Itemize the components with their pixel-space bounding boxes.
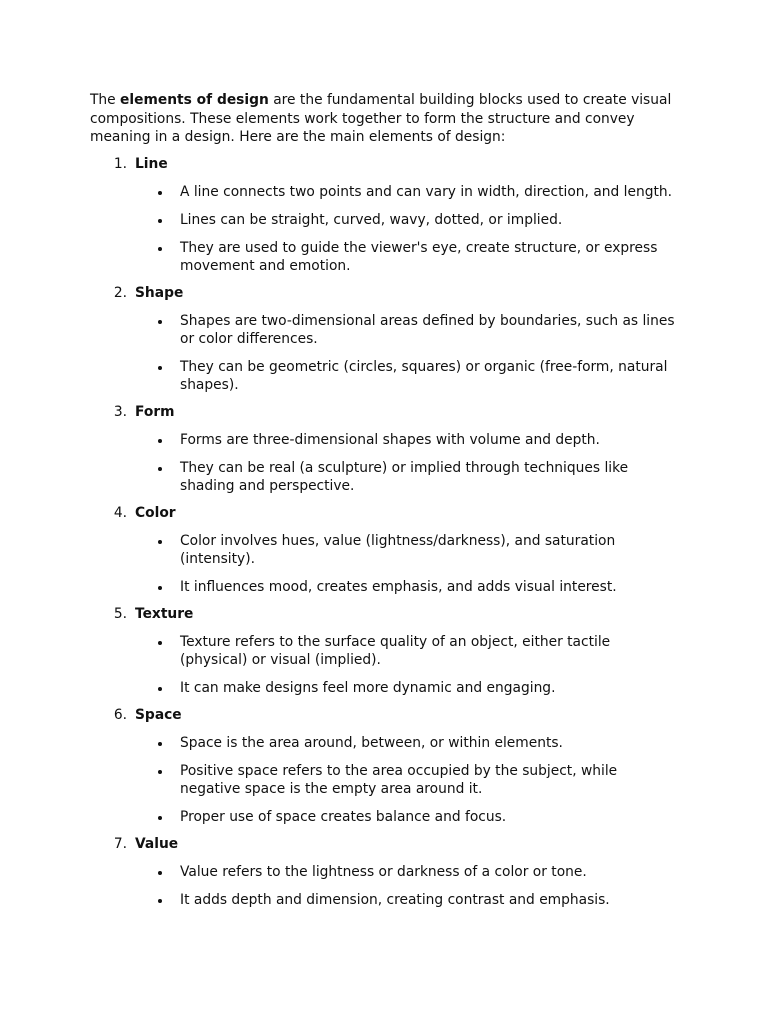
bullet-dot-icon xyxy=(90,358,180,376)
bullet-text: Texture refers to the surface quality of an object, either tactile (physical) or visual (implied). xyxy=(180,633,611,668)
element-number: 6. xyxy=(113,706,127,723)
bullet-dot-icon xyxy=(90,312,180,330)
bullet-list xyxy=(90,863,690,909)
bullet-item xyxy=(90,211,690,229)
intro-bold-term: elements of design xyxy=(120,92,269,108)
elements-list xyxy=(90,155,690,909)
bullet-dot-icon xyxy=(90,239,180,257)
bullet-dot-icon xyxy=(90,459,180,477)
bullet-item xyxy=(90,578,690,596)
bullet-text: It can make designs feel more dynamic and engaging. xyxy=(180,679,556,696)
element-item xyxy=(90,835,690,909)
bullet-list xyxy=(90,183,690,275)
bullet-dot-icon xyxy=(90,734,180,752)
bullet-list xyxy=(90,633,690,697)
element-item xyxy=(90,284,690,394)
bullet-text: It influences mood, creates emphasis, and adds visual interest. xyxy=(180,578,617,595)
bullet-list xyxy=(90,532,690,596)
bullet-dot-icon xyxy=(90,633,180,651)
element-number: 3. xyxy=(113,403,127,420)
bullet-dot-icon xyxy=(90,183,180,201)
bullet-dot-icon xyxy=(90,532,180,550)
element-number: 1. xyxy=(113,155,127,172)
bullet-dot-icon xyxy=(90,578,180,596)
bullet-text: Color involves hues, value (lightness/darkness), and saturation (intensity). xyxy=(180,532,616,567)
bullet-item xyxy=(90,633,690,669)
element-heading xyxy=(90,284,690,303)
bullet-text: Shapes are two-dimensional areas defined by boundaries, such as lines or color differences. xyxy=(180,312,675,347)
bullet-list xyxy=(90,431,690,495)
bullet-dot-icon xyxy=(90,808,180,826)
element-item xyxy=(90,605,690,697)
bullet-text: Space is the area around, between, or within elements. xyxy=(180,734,563,751)
bullet-dot-icon xyxy=(90,431,180,449)
element-number: 5. xyxy=(113,605,127,622)
bullet-item xyxy=(90,762,690,798)
document-page xyxy=(90,91,690,918)
bullet-list xyxy=(90,734,690,826)
element-heading xyxy=(90,605,690,624)
bullet-item xyxy=(90,891,690,909)
element-heading xyxy=(90,403,690,422)
bullet-text: They can be geometric (circles, squares) or organic (free-form, natural shapes). xyxy=(180,358,668,393)
bullet-list xyxy=(90,312,690,394)
bullet-dot-icon xyxy=(90,863,180,881)
bullet-item xyxy=(90,459,690,495)
intro-prefix: The xyxy=(90,92,121,108)
intro-paragraph xyxy=(90,91,690,147)
bullet-item xyxy=(90,239,690,275)
element-heading xyxy=(90,155,690,174)
element-item xyxy=(90,504,690,596)
element-title: Value xyxy=(135,835,179,852)
bullet-item xyxy=(90,183,690,201)
element-title: Texture xyxy=(135,605,194,622)
element-item xyxy=(90,403,690,495)
bullet-item xyxy=(90,863,690,881)
bullet-dot-icon xyxy=(90,891,180,909)
element-heading xyxy=(90,706,690,725)
element-item xyxy=(90,155,690,275)
bullet-item xyxy=(90,312,690,348)
bullet-text: Proper use of space creates balance and focus. xyxy=(180,808,507,825)
element-title: Space xyxy=(135,706,182,723)
bullet-item xyxy=(90,808,690,826)
bullet-item xyxy=(90,679,690,697)
bullet-text: Value refers to the lightness or darkness of a color or tone. xyxy=(180,863,587,880)
element-title: Color xyxy=(135,504,176,521)
element-number: 2. xyxy=(113,284,127,301)
bullet-dot-icon xyxy=(90,762,180,780)
bullet-item xyxy=(90,532,690,568)
bullet-text: They are used to guide the viewer's eye, create structure, or express movement and emotion. xyxy=(180,239,658,274)
bullet-text: Positive space refers to the area occupied by the subject, while negative space is the empty area around it. xyxy=(180,762,618,797)
bullet-text: They can be real (a sculpture) or implied through techniques like shading and perspective. xyxy=(180,459,629,494)
bullet-dot-icon xyxy=(90,679,180,697)
element-number: 4. xyxy=(113,504,127,521)
bullet-text: Lines can be straight, curved, wavy, dotted, or implied. xyxy=(180,211,563,228)
bullet-item xyxy=(90,358,690,394)
bullet-item xyxy=(90,734,690,752)
element-number: 7. xyxy=(113,835,127,852)
element-title: Shape xyxy=(135,284,184,301)
element-title: Line xyxy=(135,155,168,172)
element-title: Form xyxy=(135,403,175,420)
element-heading xyxy=(90,835,690,854)
intro-rest: are the fundamental building blocks used to create visual compositions. These elements work together to form the structure and convey meaning in a design. Here are the main elements of design: xyxy=(90,92,672,145)
bullet-text: It adds depth and dimension, creating contrast and emphasis. xyxy=(180,891,610,908)
bullet-dot-icon xyxy=(90,211,180,229)
bullet-item xyxy=(90,431,690,449)
element-heading xyxy=(90,504,690,523)
element-item xyxy=(90,706,690,826)
bullet-text: Forms are three-dimensional shapes with volume and depth. xyxy=(180,431,600,448)
bullet-text: A line connects two points and can vary in width, direction, and length. xyxy=(180,183,673,200)
